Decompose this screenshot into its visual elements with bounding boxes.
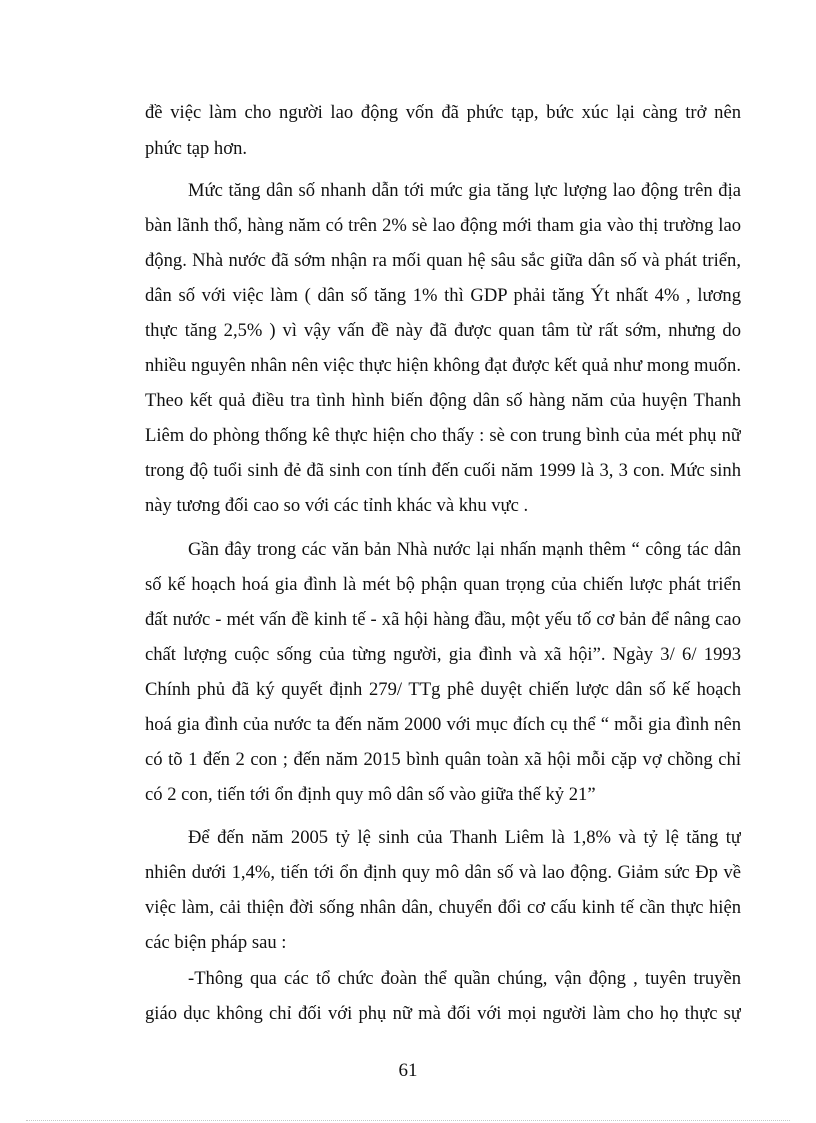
paragraph-1-line-2: phức tạp hơn. <box>145 138 248 159</box>
paragraph-3-line-5: Chính phủ đã ký quyết định 279/ TTg phê duyệt chiến lược dân số kế hoạch <box>145 679 741 700</box>
paragraph-2-line-10: này tương đối cao so với các tỉnh khác và khu vực . <box>145 495 529 516</box>
paragraph-5-line-1: -Thông qua các tổ chức đoàn thể quần chúng, vận động , tuyên truyền <box>188 968 741 989</box>
paragraph-2-line-5: thực tăng 2,5% ) vì vậy vấn đề này đã được quan tâm từ rất sớm, nhưng do <box>145 320 741 341</box>
paragraph-2-line-6: nhiều nguyên nhân nên việc thực hiện không đạt được kết quả như mong muốn. <box>145 355 741 376</box>
paragraph-1-line-1: đề việc làm cho người lao động vốn đã phức tạp, bức xúc lại càng trở nên <box>145 102 741 123</box>
paragraph-2-line-2: bàn lãnh thổ, hàng năm có trên 2% sè lao động mới tham gia vào thị trường lao <box>145 215 741 236</box>
paragraph-4-line-3: việc làm, cải thiện đời sống nhân dân, chuyển đổi cơ cấu kinh tế cần thực hiện <box>145 897 741 918</box>
page-bottom-divider <box>26 1120 790 1121</box>
page-number: 61 <box>398 1060 418 1081</box>
paragraph-3-line-4: chất lượng cuộc sống của từng người, gia đình và xã hội”. Ngày 3/ 6/ 1993 <box>145 644 741 665</box>
paragraph-3-line-3: đất nước - mét vấn đề kinh tế - xã hội hàng đầu, một yếu tố cơ bản để nâng cao <box>145 609 741 630</box>
paragraph-3-line-6: hoá gia đình của nước ta đến năm 2000 với mục đích cụ thể “ mỗi gia đình nên <box>145 714 741 735</box>
paragraph-4-line-1: Để đến năm 2005 tỷ lệ sinh của Thanh Liêm là 1,8% và tỷ lệ tăng tự <box>188 827 741 848</box>
paragraph-2-line-7: Theo kết quả điều tra tình hình biến động dân số hàng năm của huyện Thanh <box>145 390 741 411</box>
paragraph-3-line-1: Gần đây trong các văn bản Nhà nước lại nhấn mạnh thêm “ công tác dân <box>188 539 741 560</box>
paragraph-3-line-8: có 2 con, tiến tới ổn định quy mô dân số vào giữa thế kỷ 21” <box>145 784 596 805</box>
paragraph-2-line-1: Mức tăng dân số nhanh dẫn tới mức gia tăng lực lượng lao động trên địa <box>188 180 741 201</box>
paragraph-3-line-2: số kế hoạch hoá gia đình là mét bộ phận quan trọng của chiến lược phát triển <box>145 574 741 595</box>
paragraph-4-line-2: nhiên dưới 1,4%, tiến tới ổn định quy mô dân số và lao động. Giảm sức Ðp về <box>145 862 741 883</box>
paragraph-2-line-4: dân số với việc làm ( dân số tăng 1% thì GDP phải tăng Ýt nhất 4% , lương <box>145 285 741 306</box>
paragraph-5-line-2: giáo dục không chỉ đối với phụ nữ mà đối với mọi người làm cho họ thực sự <box>145 1003 741 1024</box>
paragraph-2-line-3: động. Nhà nước đã sớm nhận ra mối quan hệ sâu sắc giữa dân số và phát triển, <box>145 250 741 271</box>
paragraph-2-line-8: Liêm do phòng thống kê thực hiện cho thấy : sè con trung bình của mét phụ nữ <box>145 425 741 446</box>
paragraph-3-line-7: có tõ 1 đến 2 con ; đến năm 2015 bình quân toàn xã hội mỗi cặp vợ chồng chỉ <box>145 749 741 770</box>
paragraph-2-line-9: trong độ tuổi sinh đẻ đã sinh con tính đến cuối năm 1999 là 3, 3 con. Mức sinh <box>145 460 741 481</box>
paragraph-4-line-4: các biện pháp sau : <box>145 932 287 953</box>
